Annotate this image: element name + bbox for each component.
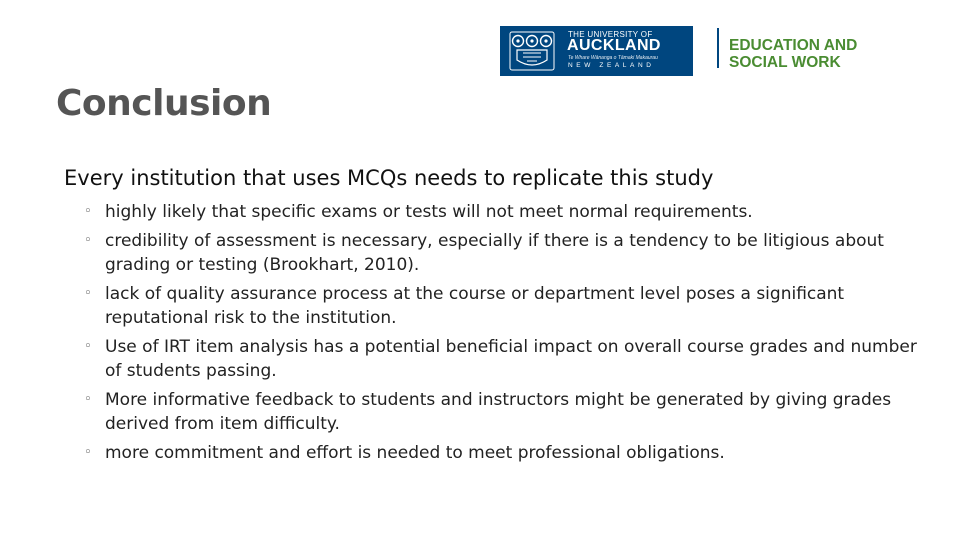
bullet-item <box>84 282 934 330</box>
slide-title: Conclusion <box>56 83 272 124</box>
bullet-circle-icon: ◦ <box>84 445 92 460</box>
bullet-item <box>84 200 934 224</box>
bullet-text: highly likely that specific exams or tests will not meet normal requirements. <box>105 202 753 222</box>
bullet-text: More informative feedback to students and instructors might be generated by giving grades derived from item difficulty. <box>105 390 892 434</box>
lead-statement: Every institution that uses MCQs needs to replicate this study <box>64 166 714 190</box>
bullet-text: Use of IRT item analysis has a potential beneficial impact on overall course grades and number of students passing. <box>105 337 917 381</box>
university-logo <box>500 26 693 76</box>
bullet-circle-icon: ◦ <box>84 339 92 354</box>
logo-maori-name: Te Whare Wānanga o Tāmaki Makaurau <box>568 55 658 61</box>
bullet-text: more commitment and effort is needed to meet professional obligations. <box>105 443 725 463</box>
bullet-item <box>84 335 934 383</box>
bullet-circle-icon: ◦ <box>84 392 92 407</box>
bullet-item <box>84 388 934 436</box>
bullet-circle-icon: ◦ <box>84 233 92 248</box>
logo-auckland: AUCKLAND <box>567 37 661 54</box>
bullet-circle-icon: ◦ <box>84 204 92 219</box>
logo-new-zealand: NEW ZEALAND <box>568 62 655 69</box>
bullet-text: lack of quality assurance process at the course or department level poses a significant reputational risk to the institution. <box>105 284 845 328</box>
bullet-text: credibility of assessment is necessary, especially if there is a tendency to be litigious about grading or testing (Brookhart, 2010). <box>105 231 884 275</box>
bullet-item <box>84 441 934 465</box>
logo-university-of: THE UNIVERSITY OF <box>568 30 653 39</box>
faculty-line-2: SOCIAL WORK <box>729 54 841 71</box>
faculty-name <box>729 37 857 71</box>
university-crest-icon <box>509 31 555 71</box>
bullet-item <box>84 229 934 277</box>
faculty-line-1: EDUCATION AND <box>729 37 858 54</box>
logo-divider <box>717 28 719 68</box>
conclusion-bullet-list <box>84 200 934 470</box>
bullet-circle-icon: ◦ <box>84 286 92 301</box>
